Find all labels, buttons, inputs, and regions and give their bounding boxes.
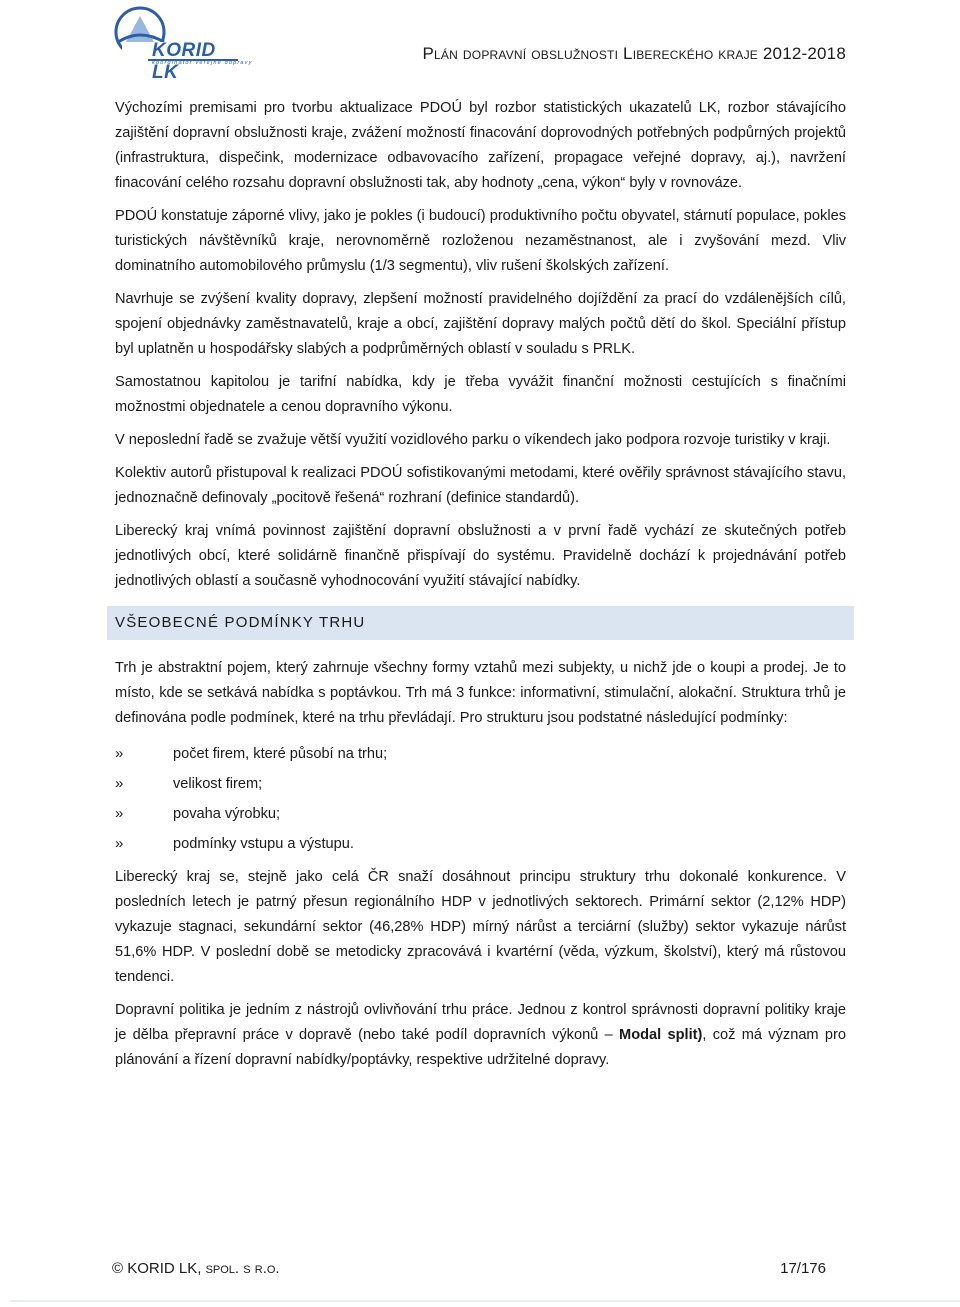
list-item	[115, 799, 846, 829]
bullet-icon: »	[115, 745, 124, 762]
paragraph: Trh je abstraktní pojem, který zahrnuje všechny formy vztahů mezi subjekty, u nichž jde o koupi a prodej. Je to místo, kde se setkává nabídka s poptávkou. Trh má 3 funkce: informativní, stimulační, alokační. Struktura trhů je definována podle podmínek, které na trhu převládají. Pro strukturu jsou podstatné následující podmínky:	[115, 660, 846, 726]
paragraph: Kolektiv autorů přistupoval k realizaci PDOÚ sofistikovanými metodami, které ověřily správnost stávajícího stavu, jednoznačně definovaly „pocitově řešená“ rozhraní (definice standardů).	[115, 465, 846, 506]
bullet-list	[115, 739, 846, 859]
page-footer	[112, 1260, 826, 1284]
running-title: Plán dopravní obslužnosti Libereckého kraje 2012-2018	[422, 44, 846, 63]
paragraph: Výchozími premisami pro tvorbu aktualizace PDOÚ byl rozbor statistických ukazatelů LK, rozbor stávajícího zajištění dopravní obslužnosti kraje, zvážení možností finacování doprovodných potřebných podpůrných projektů (infrastruktura, dispečink, modernizace odbavovacího zařízení, propagace veřejné dopravy, aj.), navržení finacování celého rozsahu dopravní obslužnosti tak, aby hodnoty „cena, výkon“ byly v rovnováze.	[115, 100, 846, 191]
modal-split-term: Modal split)	[619, 1027, 703, 1043]
bullet-icon: »	[115, 835, 124, 852]
page-bottom-border	[10, 1300, 960, 1302]
list-item-text: podmínky vstupu a výstupu.	[173, 836, 354, 852]
bullet-icon: »	[115, 805, 124, 822]
list-item-text: velikost firem;	[173, 776, 263, 792]
paragraph	[115, 998, 846, 1073]
paragraph: Navrhuje se zvýšení kvality dopravy, zlepšení možností pravidelného dojíždění za prací do vzdálenějších cílů, spojení objednávky zaměstnavatelů, kraje a obcí, zajištění dopravy malých počtů dětí do škol. Speciální přístup byl uplatněn u hospodářsky slabých a podprůměrných oblastí v souladu s PRLK.	[115, 291, 846, 357]
list-item-text: povaha výrobku;	[173, 806, 281, 822]
logo-subtext: koordinátor veřejné dopravy	[152, 60, 253, 66]
paragraph-text: , což má význam pro plánování a řízení dopravní nabídky/poptávky, respektive udržitelné dopravy.	[115, 1027, 846, 1068]
paragraph-text: Dopravní politika je jedním z nástrojů ovlivňování trhu práce. Jednou z kontrol správnosti dopravní politiky kraje je dělba přepravní práce v dopravě (nebo také podíl dopravních výkonů –	[115, 1002, 846, 1043]
paragraph: Liberecký kraj se, stejně jako celá ČR snaží dosáhnout principu struktury trhu dokonalé konkurence. V posledních letech je patrný přesun regionálního HDP v jednotlivých sektorech. Primární sektor (2,12% HDP) vykazuje stagnaci, sekundární sektor (46,28% HDP) mírný nárůst a terciární (služby) sektor vykazuje nárůst 51,6% HDP. V poslední době se metodicky zpracovává i kvartérní (věda, výzkum, školství), který má růstovou tendenci.	[115, 869, 846, 985]
document-body	[115, 96, 846, 1081]
paragraph: V neposlední řadě se zvažuje větší využití vozidlového parku o víkendech jako podpora rozvoje turistiky v kraji.	[115, 432, 831, 448]
paragraph: Liberecký kraj vnímá povinnost zajištění dopravní obslužnosti a v první řadě vychází ze skutečných potřeb jednotlivých obcí, které solidárně finančně přispívají do systému. Pravidelně dochází k projednávání potřeb jednotlivých oblastí a současně vyhodnocování využití stávající nabídky.	[115, 523, 846, 589]
page-header	[0, 0, 960, 83]
paragraph: PDOÚ konstatuje záporné vlivy, jako je pokles (i budoucí) produktivního počtu obyvatel, stárnutí populace, pokles turistických návštěvníků kraje, nerovnoměrně rozloženou nezaměstnanost, ale i zvyšování mezd. Vliv dominatního automobilového průmyslu (1/3 segmentu), vliv rušení školských zařízení.	[115, 208, 846, 274]
page-number: 17/176	[780, 1260, 826, 1277]
paragraph: Samostatnou kapitolou je tarifní nabídka, kdy je třeba vyvážit finanční možnosti cestujících s finačními možnostmi objednatele a cenou dopravního výkonu.	[115, 374, 846, 415]
bullet-icon: »	[115, 775, 124, 792]
copyright-text: © KORID LK, spol. s r.o.	[112, 1260, 280, 1277]
list-item	[115, 829, 846, 859]
korid-logo	[112, 2, 253, 83]
logo-text: KORID LK	[152, 40, 216, 83]
list-item	[115, 769, 846, 799]
section-heading: VŠEOBECNÉ PODMÍNKY TRHU	[107, 606, 854, 640]
list-item-text: počet firem, které působí na trhu;	[173, 746, 388, 762]
list-item	[115, 739, 846, 769]
